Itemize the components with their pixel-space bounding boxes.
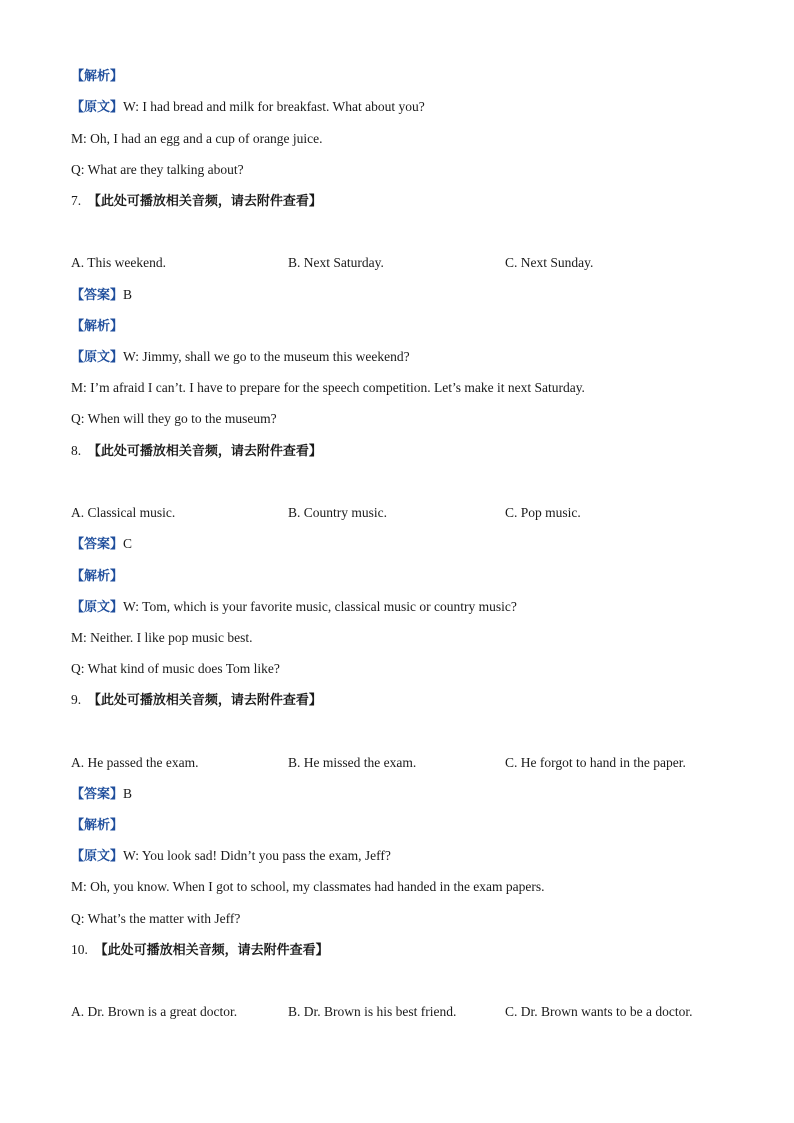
q9-original-text: W: You look sad! Didn’t you pass the exam, Jeff? xyxy=(123,848,391,863)
q10-option-a: A. Dr. Brown is a great doctor. xyxy=(71,1004,238,1019)
q7-heading xyxy=(71,192,322,211)
q8-option-c: C. Pop music. xyxy=(505,505,581,520)
q6-original-text: W: I had bread and milk for breakfast. What about you? xyxy=(123,99,425,114)
q9-answer-value: B xyxy=(123,786,133,801)
q8-original-text: W: Tom, which is your favorite music, classical music or country music? xyxy=(123,599,517,614)
q9-option-b: B. He missed the exam. xyxy=(288,755,417,770)
q10-option-c: C. Dr. Brown wants to be a doctor. xyxy=(505,1004,693,1019)
q7-q-line: Q: When will they go to the museum? xyxy=(71,411,277,426)
q6-original-line: 【原文】W: I had bread and milk for breakfast. What about you? xyxy=(71,99,425,115)
q9-analysis-label: 【解析】 xyxy=(71,818,124,833)
q7-original-line: 【原文】W: Jimmy, shall we go to the museum this weekend? xyxy=(71,349,410,365)
q9-m-line: M: Oh, you know. When I got to school, my classmates had handed in the exam papers. xyxy=(71,879,545,894)
q8-original-line: 【原文】W: Tom, which is your favorite music, classical music or country music? xyxy=(71,599,517,615)
q10-number: 10. xyxy=(71,942,88,957)
q7-original-text: W: Jimmy, shall we go to the museum this weekend? xyxy=(123,349,410,364)
q8-m-line: M: Neither. I like pop music best. xyxy=(71,630,253,645)
q9-original-line: 【原文】W: You look sad! Didn’t you pass the exam, Jeff? xyxy=(71,848,391,864)
q7-option-a: A. This weekend. xyxy=(71,255,166,270)
q7-option-c: C. Next Sunday. xyxy=(505,255,594,270)
q8-q-line: Q: What kind of music does Tom like? xyxy=(71,661,280,676)
q6-analysis-label: 【解析】 xyxy=(71,69,124,84)
q8-number: 8. xyxy=(71,443,82,458)
q6-m-line: M: Oh, I had an egg and a cup of orange juice. xyxy=(71,131,323,146)
q8-heading xyxy=(71,442,322,461)
q10-option-b: B. Dr. Brown is his best friend. xyxy=(288,1004,457,1019)
q7-option-b: B. Next Saturday. xyxy=(288,255,384,270)
q9-number: 9. xyxy=(71,692,82,707)
q8-option-a: A. Classical music. xyxy=(71,505,176,520)
q6-q-line: Q: What are they talking about? xyxy=(71,162,244,177)
q10-audio-note: 【此处可播放相关音频，请去附件查看】 xyxy=(94,943,329,958)
q7-m-line: M: I’m afraid I can’t. I have to prepare for the speech competition. Let’s make it next Saturday. xyxy=(71,380,585,395)
q7-answer-value: B xyxy=(123,287,133,302)
q9-q-line: Q: What’s the matter with Jeff? xyxy=(71,911,241,926)
q7-number: 7. xyxy=(71,193,82,208)
q8-answer-value: C xyxy=(123,536,133,551)
q9-option-c: C. He forgot to hand in the paper. xyxy=(505,755,686,770)
q9-answer-line: 【答案】B xyxy=(71,786,133,802)
q7-analysis-label: 【解析】 xyxy=(71,319,124,334)
q8-audio-note: 【此处可播放相关音频，请去附件查看】 xyxy=(87,444,322,459)
q7-answer-line: 【答案】B xyxy=(71,287,133,303)
q9-option-a: A. He passed the exam. xyxy=(71,755,199,770)
q7-audio-note: 【此处可播放相关音频，请去附件查看】 xyxy=(87,194,322,209)
q8-answer-line: 【答案】C xyxy=(71,536,133,552)
q9-heading xyxy=(71,691,322,710)
q8-analysis-label: 【解析】 xyxy=(71,569,124,584)
q8-option-b: B. Country music. xyxy=(288,505,388,520)
q10-heading xyxy=(71,941,329,960)
q9-audio-note: 【此处可播放相关音频，请去附件查看】 xyxy=(87,693,322,708)
